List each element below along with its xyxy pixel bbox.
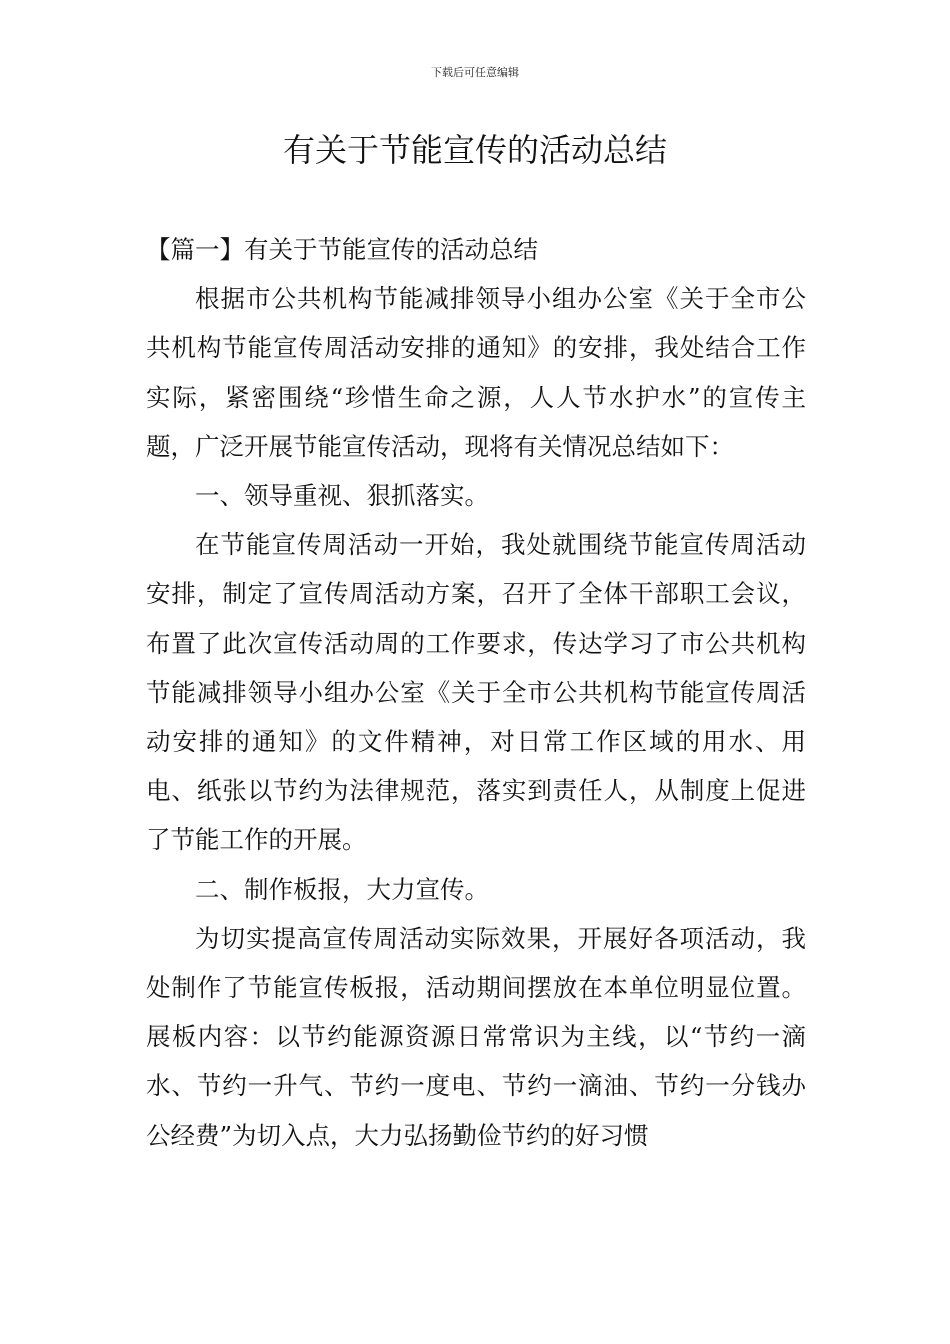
section-heading: 【篇一】有关于节能宣传的活动总结 [146,235,538,264]
subheading-leadership: 一、领导重视、狠抓落实。 [195,481,489,511]
subheading-boards: 二、制作板报，大力宣传。 [195,874,489,904]
paragraph-intro: 根据市公共机构节能减排领导小组办公室《关于全市公共机构节能宣传周活动安排的通知》的安排，我处结合工作实际，紧密围绕“珍惜生命之源，人人节水护水”的宣传主题，广泛开展节能宣传活动，现将有关情况总结如下： [146,284,806,461]
document-body [146,225,806,1160]
paragraph-boards: 为切实提高宣传周活动实际效果，开展好各项活动，我处制作了节能宣传板报，活动期间摆放在本单位明显位置。展板内容：以节约能源资源日常常识为主线，以“节约一滴水、节约一升气、节约一度电、节约一滴油、节约一分钱办公经费”为切入点，大力弘扬勤俭节约的好习惯 [146,923,806,1150]
document-title: 有关于节能宣传的活动总结 [282,131,667,169]
page-header-note: 下载后可任意编辑 [431,66,519,79]
paragraph-leadership: 在节能宣传周活动一开始，我处就围绕节能宣传周活动安排，制定了宣传周活动方案，召开了全体干部职工会议，布置了此次宣传活动周的工作要求，传达学习了市公共机构节能减排领导小组办公室《关于全市公共机构节能宣传周活动安排的通知》的文件精神，对日常工作区域的用水、用电、纸张以节约为法律规范，落实到责任人，从制度上促进了节能工作的开展。 [146,530,806,855]
